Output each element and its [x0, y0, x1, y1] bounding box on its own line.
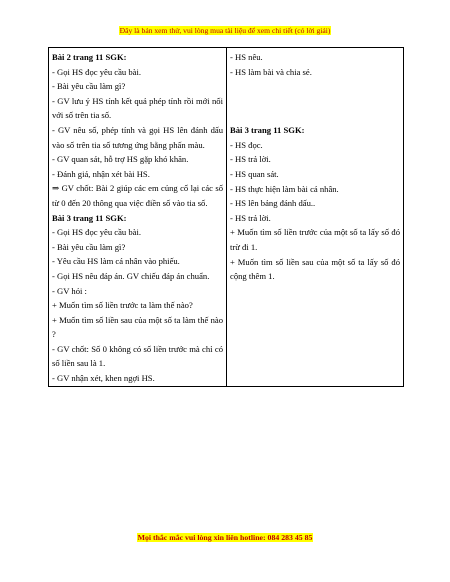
list-item: - HS quan sát.	[230, 168, 279, 179]
list-item: - Bài yêu cầu làm gì?	[52, 81, 126, 92]
list-item: - HS trả lời.	[230, 212, 271, 223]
list-item: - HS nêu.	[230, 52, 263, 62]
list-item: - HS lên bảng đánh dấu..	[230, 198, 316, 209]
section-heading: Bài 3 trang 11 SGK:	[230, 125, 305, 136]
student-activities-list-bottom	[230, 123, 400, 284]
list-item: - Đánh giá, nhận xét bài HS.	[52, 168, 150, 179]
list-item: - GV nêu số, phép tính và gọi HS lên đánh dấu vào số trên tia số tương ứng bằng phấn màu.	[52, 124, 223, 150]
hotline-notice-text: Mọi thắc mắc vui lòng xin liên hotline: 084 283 45 85	[137, 533, 313, 542]
list-item: - GV lưu ý HS tính kết quả phép tính rồi mới nối với số trên tia số.	[52, 95, 223, 121]
list-item: ⇒ GV chốt: Bài 2 giúp các em củng cố lại các số từ 0 đến 20 thông qua việc điền số vào tia số.	[52, 183, 223, 208]
list-item: - GV hỏi :	[52, 285, 87, 296]
section-heading: Bài 3 trang 11 SGK:	[52, 212, 127, 223]
teacher-activities-cell	[49, 48, 227, 387]
list-item: + Muốn tìm số liền sau của một số ta lấy số đó cộng thêm 1.	[230, 256, 400, 282]
preview-notice	[0, 26, 450, 35]
list-item: - GV chốt: Số 0 không có số liền trước mà chỉ có số liền sau là 1.	[52, 343, 223, 369]
list-item: - HS làm bài và chia sẻ.	[230, 66, 312, 77]
list-item: - Gọi HS nêu đáp án. GV chiếu đáp án chuẩn.	[52, 270, 210, 281]
list-item: - HS thực hiện làm bài cá nhân.	[230, 183, 339, 194]
section-heading: Bài 2 trang 11 SGK:	[52, 52, 127, 62]
list-item: - GV nhận xét, khen ngợi HS.	[52, 373, 155, 384]
list-item: - HS đọc.	[230, 139, 263, 150]
lesson-plan-table	[48, 47, 404, 387]
list-item: - GV quan sát, hỗ trợ HS gặp khó khăn.	[52, 154, 189, 165]
list-item: - HS trả lời.	[230, 154, 271, 165]
list-item: - Gọi HS đọc yêu cầu bài.	[52, 227, 142, 238]
student-activities-list-top	[230, 50, 400, 79]
list-item: + Muốn tìm số liền sau của một số ta làm thế nào ?	[52, 314, 223, 340]
student-activities-cell	[227, 48, 404, 387]
table-row	[49, 48, 404, 387]
list-item: - Gọi HS đọc yêu cầu bài.	[52, 66, 142, 77]
hotline-notice	[0, 533, 450, 542]
list-item: - Yêu cầu HS làm cá nhân vào phiếu.	[52, 256, 180, 267]
list-item: - Bài yêu cầu làm gì?	[52, 241, 126, 252]
spacer	[230, 79, 400, 123]
list-item: + Muốn tìm số liền trước của một số ta lấy số đó trừ đi 1.	[230, 227, 400, 252]
preview-notice-text: Đây là bản xem thử, vui lòng mua tài liệu để xem chi tiết (có lời giải)	[119, 26, 331, 35]
list-item: + Muốn tìm số liền trước ta làm thế nào?	[52, 300, 193, 311]
teacher-activities-list	[52, 50, 223, 386]
